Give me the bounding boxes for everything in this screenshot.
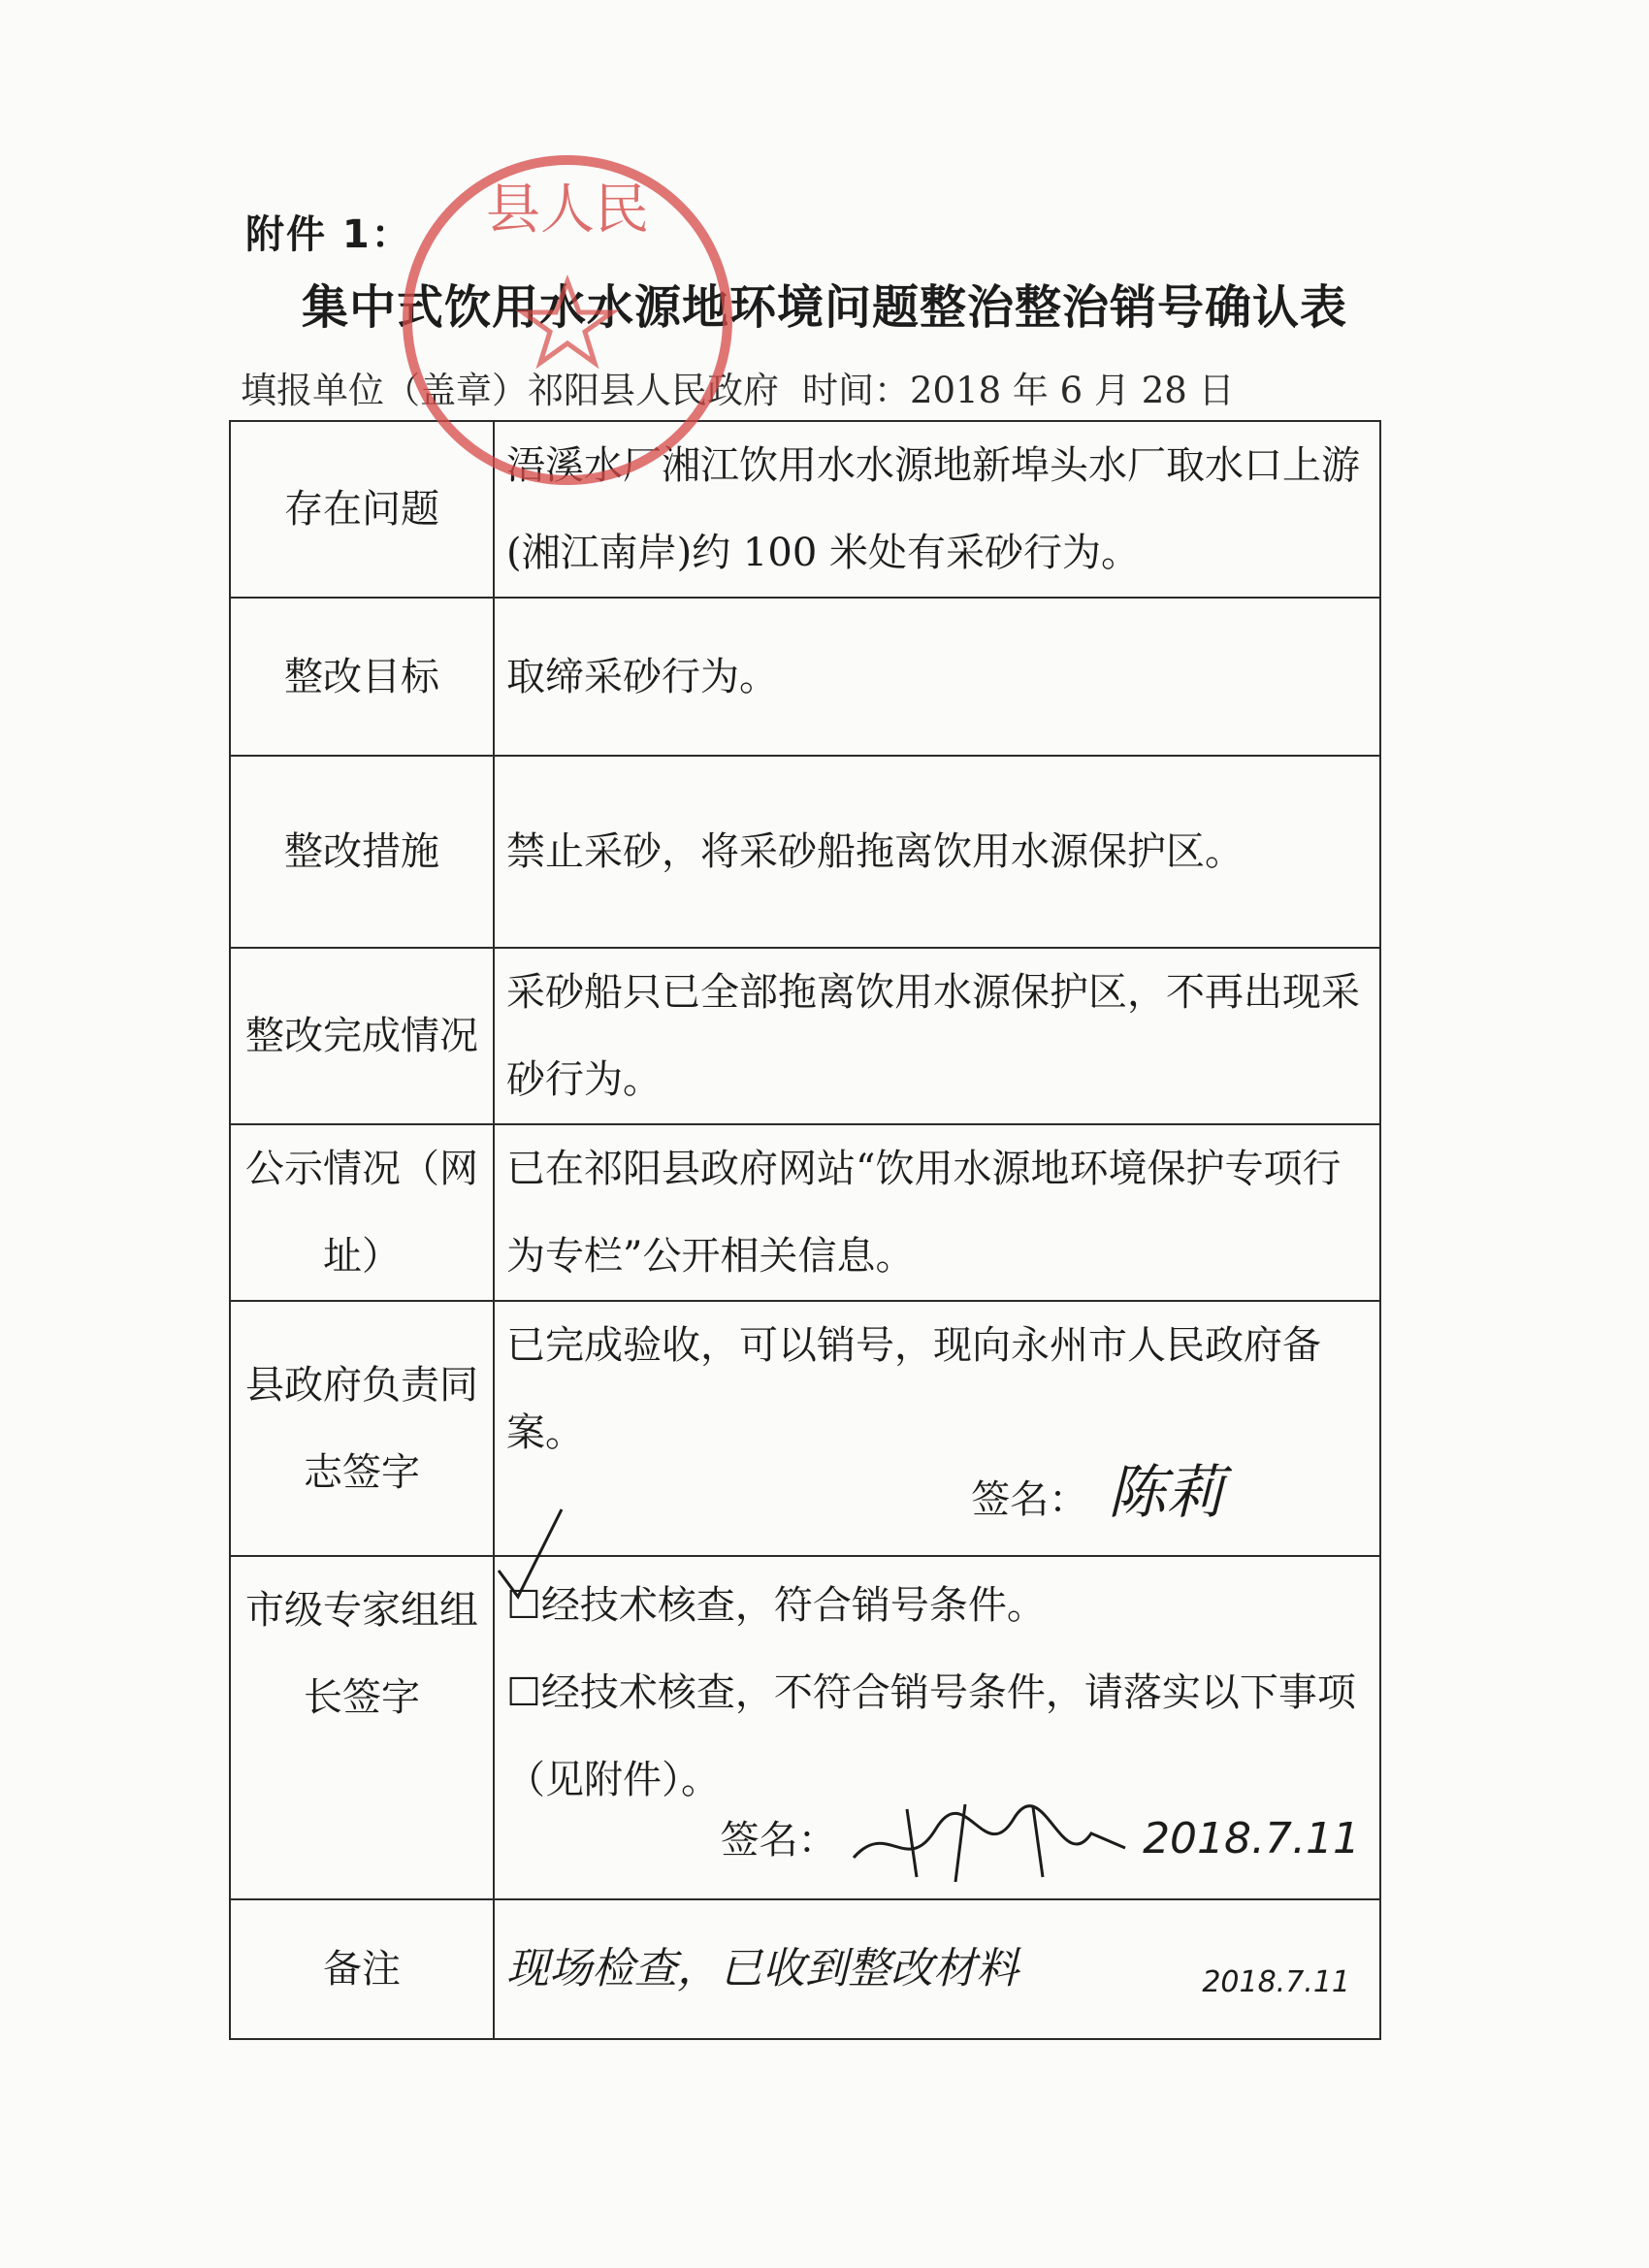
- remarks-date: 2018.7.11: [1202, 1965, 1350, 1999]
- row-content-goal: 取缔采砂行为。: [494, 598, 1380, 756]
- expert-option-pass: ☐经技术核查，符合销号条件。: [506, 1583, 1046, 1628]
- expert-sign-date: 2018.7.11: [1143, 1814, 1360, 1863]
- expert-sign-label: 签名：: [720, 1818, 837, 1863]
- row-content-county-sign: [494, 1301, 1380, 1556]
- county-sign-text: 已完成验收，可以销号，现向永州市人民政府备案。: [506, 1323, 1321, 1455]
- table-row-publicity: [230, 1124, 1380, 1301]
- row-label-measures: 整改措施: [230, 756, 494, 948]
- table-row-remarks: [230, 1899, 1380, 2039]
- row-content-remarks: [494, 1899, 1380, 2039]
- table-row-expert-sign: [230, 1556, 1380, 1899]
- row-label-expert-sign: 市级专家组组长签字: [230, 1556, 494, 1899]
- fill-info-line: [241, 361, 1235, 413]
- expert-signature-line: [721, 1796, 1360, 1887]
- county-sign-label: 签名：: [971, 1477, 1088, 1522]
- row-content-publicity: 已在祁阳县政府网站“饮用水源地环境保护专项行为专栏”公开相关信息。: [494, 1124, 1380, 1301]
- table-row-county-sign: [230, 1301, 1380, 1556]
- expert-option-fail: ☐经技术核查，不符合销号条件，请落实以下事项（见附件）。: [506, 1670, 1356, 1802]
- row-content-completion: 采砂船只已全部拖离饮用水源保护区，不再出现采砂行为。: [494, 948, 1380, 1124]
- row-label-problem: 存在问题: [230, 421, 494, 598]
- checkmark-icon: [489, 1505, 566, 1611]
- confirmation-table: [229, 420, 1381, 2040]
- row-label-remarks: 备注: [230, 1899, 494, 2039]
- row-content-expert-sign: [494, 1556, 1380, 1899]
- row-content-problem: 浯溪水厂湘江饮用水水源地新埠头水厂取水口上游(湘江南岸)约 100 米处有采砂行为。: [494, 421, 1380, 598]
- fill-unit: 填报单位（盖章）祁阳县人民政府: [241, 370, 779, 411]
- remarks-handwriting: 现场检查，已收到整改材料: [506, 1943, 1018, 1993]
- row-label-goal: 整改目标: [230, 598, 494, 756]
- table-row-completion: [230, 948, 1380, 1124]
- row-label-completion: 整改完成情况: [230, 948, 494, 1124]
- table-row-problem: [230, 421, 1380, 598]
- fill-time: 时间：2018 年 6 月 28 日: [802, 370, 1235, 411]
- row-content-measures: 禁止采砂，将采砂船拖离饮用水源保护区。: [494, 756, 1380, 948]
- row-label-county-sign: 县政府负责同志签字: [230, 1301, 494, 1556]
- attachment-label: 附件 1：: [245, 212, 412, 257]
- county-signature: 陈莉: [1108, 1459, 1224, 1527]
- page-title: 集中式饮用水水源地环境问题整治整治销号确认表: [301, 280, 1347, 335]
- county-signature-line: [971, 1449, 1224, 1543]
- expert-signature-scribble: [849, 1799, 1130, 1887]
- row-label-publicity: 公示情况（网址）: [230, 1124, 494, 1301]
- stamp-text: 县人民: [486, 178, 649, 242]
- table-row-goal: [230, 598, 1380, 756]
- table-row-measures: [230, 756, 1380, 948]
